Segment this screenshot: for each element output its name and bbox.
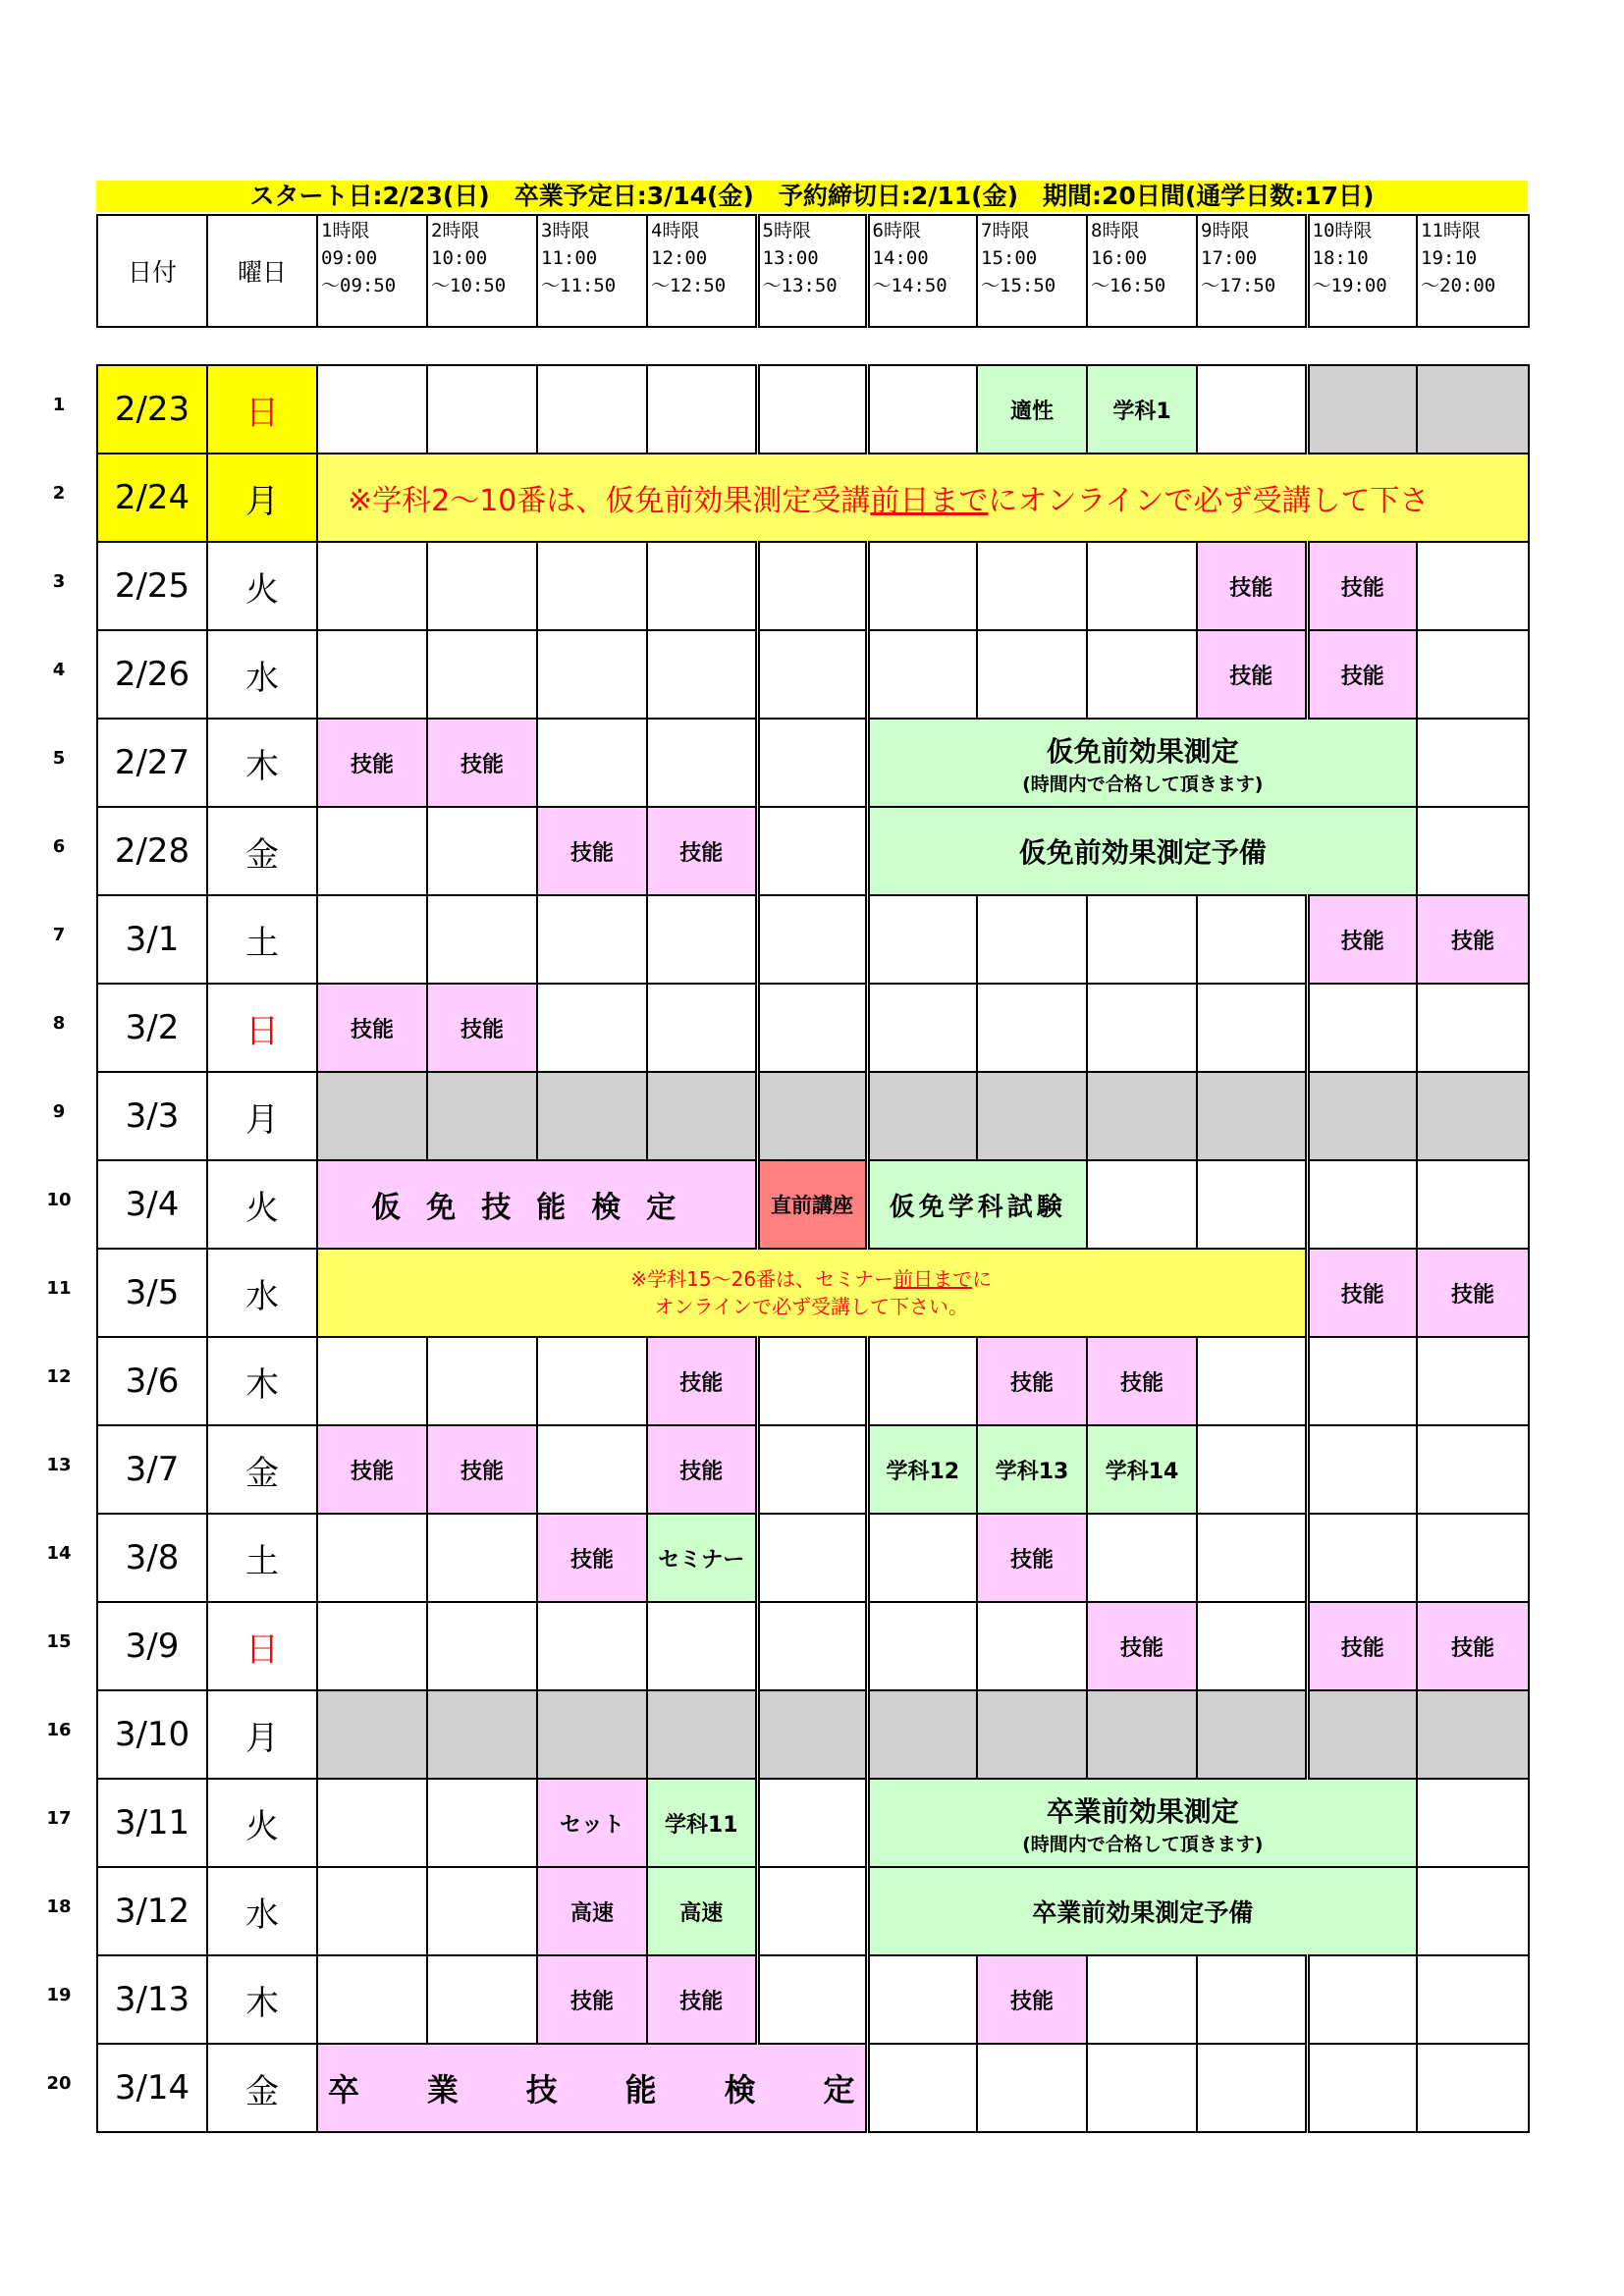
header-period-8: 8時限 16:00 ～16:50 — [1087, 215, 1197, 327]
slot — [867, 1337, 977, 1425]
slot — [427, 807, 537, 895]
slot — [1197, 1425, 1307, 1514]
lesson-gino: 技能 — [647, 807, 757, 895]
slot — [1087, 1955, 1197, 2044]
slot — [757, 895, 867, 984]
slot — [427, 1867, 537, 1955]
slot-closed — [977, 1072, 1087, 1160]
slot — [757, 1337, 867, 1425]
dow-cell: 金 — [207, 2044, 317, 2132]
row-number: 10 — [46, 1190, 72, 1210]
header-period-3: 3時限 11:00 ～11:50 — [537, 215, 647, 327]
slot — [757, 719, 867, 807]
row-number: 16 — [46, 1720, 72, 1740]
header-period-11: 11時限 19:10 ～20:00 — [1417, 215, 1529, 327]
lesson-gino: 技能 — [537, 1955, 647, 2044]
dow-cell: 月 — [207, 454, 317, 542]
slot — [1417, 1514, 1529, 1602]
table-row — [97, 719, 1529, 807]
slot — [317, 1955, 427, 2044]
slot — [977, 984, 1087, 1072]
slot-closed — [1087, 1690, 1197, 1779]
lesson-gino: 技能 — [1417, 895, 1529, 984]
row-number: 17 — [46, 1808, 72, 1829]
slot — [1307, 1514, 1417, 1602]
slot-closed — [1307, 365, 1417, 454]
slot — [867, 630, 977, 719]
slot — [867, 1955, 977, 2044]
slot — [977, 630, 1087, 719]
dow-cell: 木 — [207, 1337, 317, 1425]
slot — [757, 1779, 867, 1867]
table-row — [97, 630, 1529, 719]
slot — [867, 1602, 977, 1690]
slot — [537, 365, 647, 454]
slot — [427, 1779, 537, 1867]
table-row — [97, 984, 1529, 1072]
slot — [1087, 895, 1197, 984]
date-cell: 2/24 — [97, 454, 207, 542]
dow-cell: 土 — [207, 895, 317, 984]
slot — [1197, 1337, 1307, 1425]
slot — [757, 984, 867, 1072]
date-cell: 2/26 — [97, 630, 207, 719]
slot — [757, 365, 867, 454]
slot — [1307, 2044, 1417, 2132]
slot — [1307, 1160, 1417, 1249]
slot — [757, 1867, 867, 1955]
row-number: 1 — [52, 395, 66, 415]
lesson-gakka: 学科13 — [977, 1425, 1087, 1514]
lesson-gino: 技能 — [1307, 1249, 1417, 1337]
slot — [1087, 1514, 1197, 1602]
slot — [1417, 630, 1529, 719]
slot-closed — [757, 1072, 867, 1160]
dow-cell: 水 — [207, 630, 317, 719]
slot — [1417, 719, 1529, 807]
slot — [1087, 1160, 1197, 1249]
row-number: 8 — [52, 1013, 66, 1034]
slot — [1197, 1955, 1307, 2044]
slot — [317, 1779, 427, 1867]
slot — [537, 984, 647, 1072]
date-cell: 3/12 — [97, 1867, 207, 1955]
header-period-9: 9時限 17:00 ～17:50 — [1197, 215, 1307, 327]
header-dow: 曜日 — [207, 215, 317, 327]
slot-closed — [1087, 1072, 1197, 1160]
date-cell: 2/23 — [97, 365, 207, 454]
lesson-kosoku: 高速 — [537, 1867, 647, 1955]
row-number: 15 — [46, 1631, 72, 1652]
karimen-gakka-shiken: 仮免学科試験 — [867, 1160, 1087, 1249]
row-number: 7 — [52, 925, 66, 945]
lesson-gino: 技能 — [317, 1425, 427, 1514]
lesson-gino: 技能 — [537, 1514, 647, 1602]
dow-cell: 月 — [207, 1072, 317, 1160]
slot — [867, 365, 977, 454]
slot — [1307, 1337, 1417, 1425]
row-number: 14 — [46, 1543, 72, 1564]
slot — [1307, 984, 1417, 1072]
slot — [977, 542, 1087, 630]
lesson-gino: 技能 — [1087, 1337, 1197, 1425]
lesson-gino: 技能 — [977, 1337, 1087, 1425]
slot — [867, 895, 977, 984]
lesson-gakka: 学科1 — [1087, 365, 1197, 454]
sotsugyo-kouka-yobi-block: 卒業前効果測定予備 — [867, 1867, 1417, 1955]
slot — [537, 895, 647, 984]
table-row — [97, 1690, 1529, 1779]
slot — [1197, 895, 1307, 984]
date-cell: 3/3 — [97, 1072, 207, 1160]
sotsugyo-kouka-block: 卒業前効果測定 (時間内で合格して頂きます) — [867, 1779, 1417, 1867]
lesson-set: セット — [537, 1779, 647, 1867]
row-number: 2 — [52, 483, 66, 504]
header-period-10: 10時限 18:10 ～19:00 — [1307, 215, 1417, 327]
slot — [757, 1425, 867, 1514]
karimen-kouka-block: 仮免前効果測定 (時間内で合格して頂きます) — [867, 719, 1417, 807]
row-number: 3 — [52, 571, 66, 592]
slot — [317, 365, 427, 454]
slot — [1307, 1425, 1417, 1514]
slot-closed — [537, 1072, 647, 1160]
slot — [427, 895, 537, 984]
header-period-2: 2時限 10:00 ～10:50 — [427, 215, 537, 327]
slot — [317, 895, 427, 984]
lesson-gino: 技能 — [1307, 895, 1417, 984]
date-cell: 3/5 — [97, 1249, 207, 1337]
slot — [1087, 542, 1197, 630]
slot — [317, 1514, 427, 1602]
lesson-gino: 技能 — [647, 1955, 757, 2044]
slot — [647, 719, 757, 807]
slot-closed — [867, 1690, 977, 1779]
date-cell: 3/6 — [97, 1337, 207, 1425]
slot — [427, 365, 537, 454]
header-period-7: 7時限 15:00 ～15:50 — [977, 215, 1087, 327]
row-number: 9 — [52, 1101, 66, 1122]
row-number: 5 — [52, 748, 66, 769]
dow-cell: 金 — [207, 1425, 317, 1514]
slot-closed — [537, 1690, 647, 1779]
slot — [757, 807, 867, 895]
slot — [1087, 984, 1197, 1072]
slot — [1197, 1602, 1307, 1690]
slot — [427, 630, 537, 719]
lesson-gino: 技能 — [427, 719, 537, 807]
header-date: 日付 — [97, 215, 207, 327]
row-number: 19 — [46, 1985, 72, 2005]
slot — [1307, 1955, 1417, 2044]
seminar-notice: ※学科15～26番は、セミナー前日までに オンラインで必ず受講して下さい。 — [317, 1249, 1307, 1337]
slot — [427, 1514, 537, 1602]
slot — [1417, 542, 1529, 630]
slot-closed — [977, 1690, 1087, 1779]
slot — [867, 1514, 977, 1602]
table-row — [97, 1425, 1529, 1514]
slot — [317, 807, 427, 895]
date-cell: 3/11 — [97, 1779, 207, 1867]
date-cell: 3/10 — [97, 1690, 207, 1779]
slot — [1197, 1514, 1307, 1602]
table-row — [97, 1867, 1529, 1955]
slot — [977, 895, 1087, 984]
schedule-summary-banner: スタート日:2/23(日) 卒業予定日:3/14(金) 予約締切日:2/11(金) 期間:20日間(通学日数:17日) — [96, 181, 1528, 212]
row-number: 18 — [46, 1896, 72, 1917]
table-row — [97, 454, 1529, 542]
slot — [647, 542, 757, 630]
slot — [1197, 2044, 1307, 2132]
slot — [757, 630, 867, 719]
slot — [647, 895, 757, 984]
lesson-gakka: 学科11 — [647, 1779, 757, 1867]
slot-closed — [1307, 1072, 1417, 1160]
schedule-grid — [96, 364, 1530, 2133]
slot — [647, 1602, 757, 1690]
date-cell: 3/9 — [97, 1602, 207, 1690]
table-row — [97, 1955, 1529, 2044]
slot — [317, 1602, 427, 1690]
dow-cell: 火 — [207, 1160, 317, 1249]
dow-cell: 日 — [207, 365, 317, 454]
slot — [427, 542, 537, 630]
row-number: 6 — [52, 836, 66, 857]
lesson-gino: 技能 — [1307, 1602, 1417, 1690]
dow-cell: 水 — [207, 1249, 317, 1337]
table-row — [97, 542, 1529, 630]
lesson-gino: 技能 — [1307, 542, 1417, 630]
slot-closed — [427, 1690, 537, 1779]
slot — [537, 542, 647, 630]
slot — [977, 2044, 1087, 2132]
table-row — [97, 1514, 1529, 1602]
table-row — [97, 1337, 1529, 1425]
period-header-table — [96, 214, 1530, 328]
date-cell: 3/4 — [97, 1160, 207, 1249]
lesson-gino: 技能 — [977, 1514, 1087, 1602]
header-period-5: 5時限 13:00 ～13:50 — [757, 215, 867, 327]
lesson-gino: 技能 — [1307, 630, 1417, 719]
slot-closed — [1197, 1690, 1307, 1779]
slot-closed — [647, 1690, 757, 1779]
chokuzen-kouza: 直前講座 — [757, 1160, 867, 1249]
lesson-gakka: 学科12 — [867, 1425, 977, 1514]
slot — [757, 1514, 867, 1602]
slot — [537, 1425, 647, 1514]
slot-closed — [317, 1072, 427, 1160]
table-row — [97, 1249, 1529, 1337]
slot — [427, 1337, 537, 1425]
slot — [537, 719, 647, 807]
lesson-gino: 技能 — [317, 984, 427, 1072]
dow-cell: 土 — [207, 1514, 317, 1602]
date-cell: 3/2 — [97, 984, 207, 1072]
slot — [1417, 1337, 1529, 1425]
slot — [317, 542, 427, 630]
slot — [1417, 1779, 1529, 1867]
dow-cell: 日 — [207, 984, 317, 1072]
slot — [1417, 1425, 1529, 1514]
karimen-gino-kentei: 仮免技能検定 — [317, 1160, 757, 1249]
row-number: 20 — [46, 2073, 72, 2094]
table-row — [97, 1602, 1529, 1690]
dow-cell: 火 — [207, 542, 317, 630]
slot — [647, 630, 757, 719]
table-row — [97, 1779, 1529, 1867]
slot-closed — [757, 1690, 867, 1779]
lesson-gino: 技能 — [1417, 1249, 1529, 1337]
slot — [1197, 1160, 1307, 1249]
lesson-gino: 技能 — [537, 807, 647, 895]
lesson-tekisei: 適性 — [977, 365, 1087, 454]
slot — [867, 2044, 977, 2132]
lesson-gino: 技能 — [647, 1425, 757, 1514]
slot — [427, 1602, 537, 1690]
slot — [757, 1602, 867, 1690]
slot — [317, 1867, 427, 1955]
slot — [537, 1602, 647, 1690]
slot — [757, 1955, 867, 2044]
slot-closed — [427, 1072, 537, 1160]
dow-cell: 金 — [207, 807, 317, 895]
date-cell: 3/14 — [97, 2044, 207, 2132]
lesson-gino: 技能 — [427, 984, 537, 1072]
row-number: 12 — [46, 1366, 72, 1387]
slot — [1417, 984, 1529, 1072]
lesson-gino: 技能 — [1417, 1602, 1529, 1690]
slot — [427, 1955, 537, 2044]
slot — [1417, 1160, 1529, 1249]
date-cell: 2/28 — [97, 807, 207, 895]
slot-closed — [317, 1690, 427, 1779]
online-notice: ※学科2～10番は、仮免前効果測定受講前日までにオンラインで必ず受講して下さ — [317, 454, 1529, 542]
date-cell: 3/1 — [97, 895, 207, 984]
date-cell: 2/27 — [97, 719, 207, 807]
slot — [647, 365, 757, 454]
slot — [1197, 984, 1307, 1072]
slot — [1087, 2044, 1197, 2132]
table-row — [97, 365, 1529, 454]
dow-cell: 日 — [207, 1602, 317, 1690]
date-cell: 3/13 — [97, 1955, 207, 2044]
lesson-gakka: 学科14 — [1087, 1425, 1197, 1514]
slot-closed — [647, 1072, 757, 1160]
row-number: 13 — [46, 1455, 72, 1475]
slot — [537, 630, 647, 719]
dow-cell: 木 — [207, 1955, 317, 2044]
date-cell: 3/7 — [97, 1425, 207, 1514]
lesson-kosoku: 高速 — [647, 1867, 757, 1955]
slot-closed — [1417, 365, 1529, 454]
dow-cell: 火 — [207, 1779, 317, 1867]
slot — [1087, 630, 1197, 719]
lesson-gino: 技能 — [1197, 630, 1307, 719]
header-period-6: 6時限 14:00 ～14:50 — [867, 215, 977, 327]
karimen-kouka-yobi-block: 仮免前効果測定予備 — [867, 807, 1417, 895]
slot-closed — [1197, 1072, 1307, 1160]
header-period-1: 1時限 09:00 ～09:50 — [317, 215, 427, 327]
slot — [647, 984, 757, 1072]
slot — [1417, 1955, 1529, 2044]
slot-closed — [867, 1072, 977, 1160]
dow-cell: 水 — [207, 1867, 317, 1955]
lesson-gino: 技能 — [1087, 1602, 1197, 1690]
slot — [867, 984, 977, 1072]
row-number: 11 — [46, 1278, 72, 1299]
slot — [1417, 807, 1529, 895]
lesson-gino: 技能 — [317, 719, 427, 807]
table-row — [97, 1072, 1529, 1160]
lesson-gino: 技能 — [1197, 542, 1307, 630]
dow-cell: 木 — [207, 719, 317, 807]
slot — [317, 1337, 427, 1425]
slot-closed — [1417, 1072, 1529, 1160]
lesson-seminar: セミナー — [647, 1514, 757, 1602]
date-cell: 2/25 — [97, 542, 207, 630]
slot — [1417, 1867, 1529, 1955]
slot — [1197, 365, 1307, 454]
sotsugyo-gino-kentei: 卒 業 技 能 検 定 — [317, 2044, 867, 2132]
lesson-gino: 技能 — [427, 1425, 537, 1514]
slot — [1417, 2044, 1529, 2132]
slot-closed — [1307, 1690, 1417, 1779]
table-row — [97, 895, 1529, 984]
slot — [867, 542, 977, 630]
row-number: 4 — [52, 660, 66, 680]
date-cell: 3/8 — [97, 1514, 207, 1602]
header-period-4: 4時限 12:00 ～12:50 — [647, 215, 757, 327]
table-row — [97, 807, 1529, 895]
dow-cell: 月 — [207, 1690, 317, 1779]
table-row — [97, 2044, 1529, 2132]
lesson-gino: 技能 — [977, 1955, 1087, 2044]
slot — [317, 630, 427, 719]
lesson-gino: 技能 — [647, 1337, 757, 1425]
slot-closed — [1417, 1690, 1529, 1779]
table-row — [97, 1160, 1529, 1249]
slot — [757, 542, 867, 630]
slot — [977, 1602, 1087, 1690]
slot — [537, 1337, 647, 1425]
